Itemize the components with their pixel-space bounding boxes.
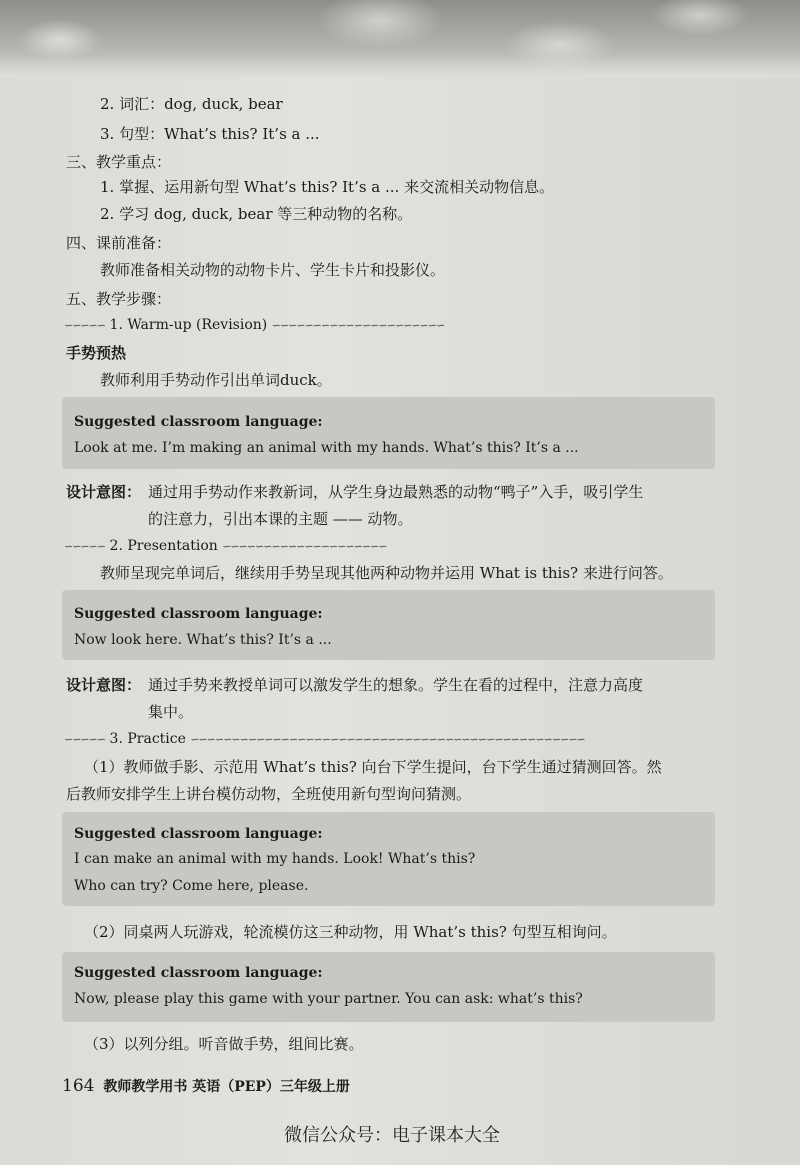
design-intent-line: 通过用手势动作来教新词，从学生身边最熟悉的动物“鸭子”入手，吸引学生 bbox=[148, 483, 644, 501]
box-line: Who can try? Come here, please. bbox=[74, 878, 309, 894]
box-title: Suggested classroom language: bbox=[74, 826, 323, 842]
suggested-language-box-1 bbox=[62, 397, 715, 469]
box-line: Now look here. What’s this? It’s a ... bbox=[74, 632, 332, 648]
box-line: I can make an animal with my hands. Look! What’s this? bbox=[74, 851, 476, 867]
step-3-heading bbox=[64, 729, 585, 750]
box-line: Look at me. I’m making an animal with my hands. What’s this? It’s a ... bbox=[74, 440, 579, 456]
suggested-language-box-4 bbox=[62, 952, 715, 1022]
wavy-divider: ∽∽∽∽∽ bbox=[64, 733, 106, 746]
page-footer bbox=[62, 1076, 350, 1097]
wavy-divider: ∽∽∽∽∽∽∽∽∽∽∽∽∽∽∽∽∽∽∽∽∽ bbox=[271, 319, 445, 332]
section-3-item-2: 2. 学习 dog, duck, bear 等三种动物的名称。 bbox=[100, 205, 413, 223]
step-3-para-3: （3）以列分组。听音做手势，组间比赛。 bbox=[84, 1035, 364, 1053]
design-intent-label: 设计意图： bbox=[66, 483, 142, 501]
step-1-subtitle: 手势预热 bbox=[66, 344, 127, 362]
suggested-language-box-2 bbox=[62, 590, 715, 660]
step-2-heading bbox=[64, 536, 387, 557]
section-5-title: 五、教学步骤： bbox=[66, 290, 172, 308]
design-intent-line: 的注意力，引出本课的主题 —— 动物。 bbox=[148, 510, 413, 528]
wavy-divider: ∽∽∽∽∽∽∽∽∽∽∽∽∽∽∽∽∽∽∽∽ bbox=[222, 540, 387, 553]
wechat-watermark: 微信公众号：电子课本大全 bbox=[284, 1125, 500, 1146]
suggested-language-box-3 bbox=[62, 812, 715, 906]
design-intent-line: 集中。 bbox=[148, 703, 194, 721]
step-3-para-1-line-1: （1）教师做手影、示范用 What’s this? 向台下学生提问，台下学生通过猜测回答。然 bbox=[84, 758, 662, 776]
step-1-text: 教师利用手势动作引出单词duck。 bbox=[100, 371, 332, 389]
step-3-label: 3. Practice bbox=[109, 731, 186, 747]
wavy-divider: ∽∽∽∽∽ bbox=[64, 319, 106, 332]
section-4-text: 教师准备相关动物的动物卡片、学生卡片和投影仪。 bbox=[100, 261, 446, 279]
step-2-label: 2. Presentation bbox=[109, 538, 218, 554]
page-number: 164 bbox=[62, 1076, 95, 1096]
step-3-para-1-line-2: 后教师安排学生上讲台模仿动物，全班使用新句型询问猜测。 bbox=[66, 785, 472, 803]
section-3-title: 三、教学重点： bbox=[66, 153, 172, 171]
wavy-divider: ∽∽∽∽∽∽∽∽∽∽∽∽∽∽∽∽∽∽∽∽∽∽∽∽∽∽∽∽∽∽∽∽∽∽∽∽∽∽∽∽∽∽∽∽∽∽∽∽ bbox=[190, 733, 585, 746]
decorative-header-art bbox=[0, 0, 800, 78]
design-intent-line: 通过手势来教授单词可以激发学生的想象。学生在看的过程中，注意力高度 bbox=[148, 676, 644, 694]
design-intent-label: 设计意图： bbox=[66, 676, 142, 694]
box-line: Now, please play this game with your partner. You can ask: what’s this? bbox=[74, 991, 583, 1007]
step-1-label: 1. Warm-up (Revision) bbox=[109, 317, 268, 333]
box-title: Suggested classroom language: bbox=[74, 606, 323, 622]
section-4-title: 四、课前准备： bbox=[66, 234, 172, 252]
book-title: 教师教学用书 英语（PEP）三年级上册 bbox=[103, 1079, 350, 1095]
vocab-line: 2. 词汇：dog, duck, bear bbox=[100, 95, 283, 113]
box-title: Suggested classroom language: bbox=[74, 414, 323, 430]
step-2-text: 教师呈现完单词后，继续用手势呈现其他两种动物并运用 What is this? 来进行问答。 bbox=[100, 564, 673, 582]
step-3-para-2: （2）同桌两人玩游戏，轮流模仿这三种动物，用 What’s this? 句型互相询问。 bbox=[84, 923, 617, 941]
section-3-item-1: 1. 掌握、运用新句型 What’s this? It’s a ... 来交流相关动物信息。 bbox=[100, 178, 555, 196]
wavy-divider: ∽∽∽∽∽ bbox=[64, 540, 106, 553]
box-title: Suggested classroom language: bbox=[74, 965, 323, 981]
step-1-heading bbox=[64, 315, 444, 336]
sentence-pattern-line: 3. 句型：What’s this? It’s a ... bbox=[100, 125, 320, 143]
